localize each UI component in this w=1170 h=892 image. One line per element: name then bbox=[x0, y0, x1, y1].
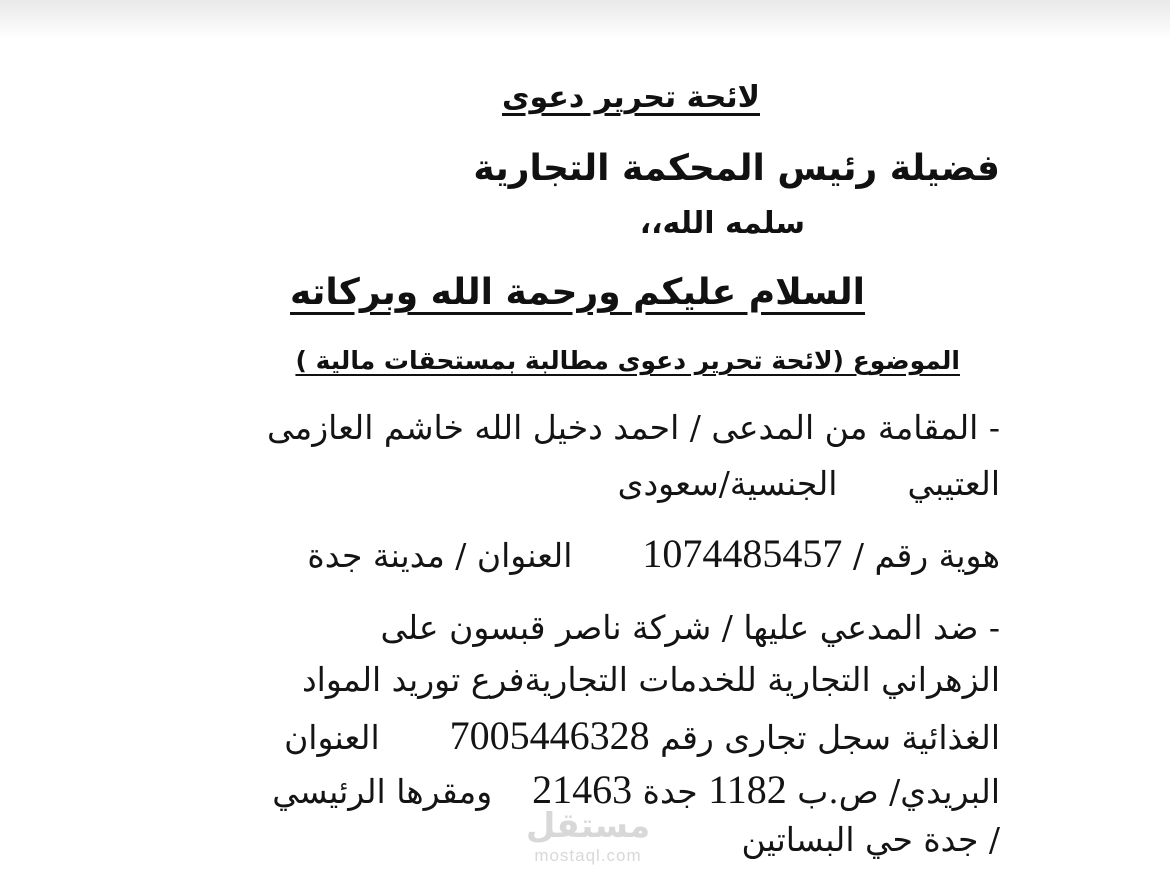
blessing-line: سلمه الله،، bbox=[639, 206, 805, 241]
defendant-line-5: / جدة حي البساتين bbox=[741, 820, 1000, 859]
address-label: العنوان bbox=[284, 718, 380, 757]
plaintiff-surname: العتيبي bbox=[907, 464, 1000, 503]
document-title: لائحة تحرير دعوى bbox=[502, 80, 760, 115]
defendant-line-3 bbox=[284, 712, 1000, 759]
greeting-heading: السلام عليكم ورحمة الله وبركاته bbox=[290, 272, 865, 313]
subject-line: الموضوع (لائحة تحرير دعوى مطالبة بمستحقات مالية ) bbox=[295, 346, 960, 375]
cr-label: الغذائية سجل تجارى رقم bbox=[660, 718, 1000, 757]
plaintiff-nationality: الجنسية/سعودى bbox=[617, 464, 838, 503]
cr-number: 7005446328 bbox=[449, 713, 650, 758]
id-number: 1074485457 bbox=[642, 531, 843, 576]
po-box-label: البريدي/ ص.ب bbox=[797, 772, 1000, 811]
postal-code: 21463 bbox=[532, 767, 633, 812]
headquarters-label: ومقرها الرئيسي bbox=[272, 772, 493, 811]
id-label: هوية رقم / bbox=[852, 536, 1000, 575]
plaintiff-id-line bbox=[307, 530, 1000, 577]
watermark-latin-text: mostaql.com bbox=[534, 846, 642, 865]
city-name: جدة bbox=[642, 772, 698, 811]
defendant-line-2: الزهراني التجارية للخدمات التجاريةفرع توريد المواد bbox=[301, 660, 1000, 699]
addressee-heading: فضيلة رئيس المحكمة التجارية bbox=[473, 148, 1000, 189]
plaintiff-line-1: - المقامة من المدعى / احمد دخيل الله خاشم العازمى bbox=[267, 408, 1000, 447]
mostaql-watermark bbox=[508, 806, 668, 876]
plaintiff-address: العنوان / مدينة جدة bbox=[307, 536, 573, 575]
defendant-line-1: - ضد المدعي عليها / شركة ناصر قبسون على bbox=[380, 608, 1000, 647]
plaintiff-line-2 bbox=[618, 464, 1000, 503]
watermark-arabic-logo: مستقل bbox=[525, 806, 651, 846]
po-box-number: 1182 bbox=[708, 767, 787, 812]
